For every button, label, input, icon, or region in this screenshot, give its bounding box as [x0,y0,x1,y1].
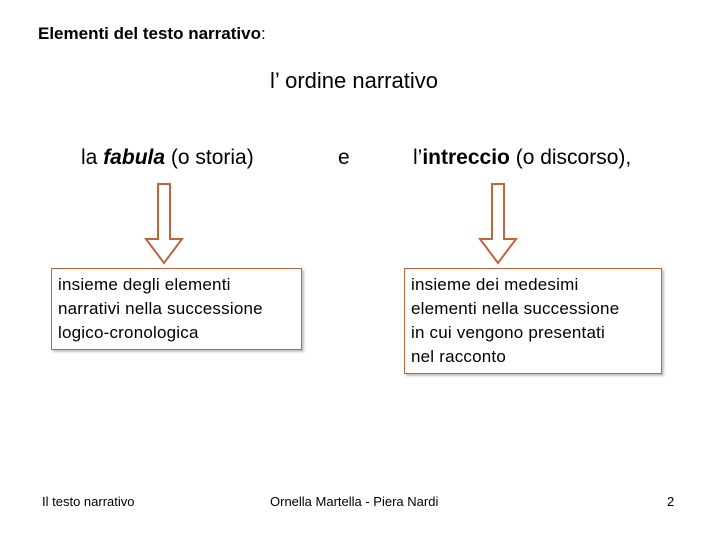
footer-title: Il testo narrativo [42,494,135,509]
intreccio-definition-box [404,268,662,374]
slide-header [38,24,266,44]
definition-line: narrativi nella successione [58,299,263,318]
definition-line: insieme degli elementi [58,275,231,294]
conjunction: e [338,146,350,169]
fabula-prefix: la [81,146,104,169]
slide-title-text: l’ ordine narrativo [270,68,438,93]
page-number: 2 [667,494,675,509]
fabula-emphasis: fabula [103,146,166,169]
slide-title [0,68,720,94]
fabula-term [81,146,254,170]
definition-line: insieme dei medesimi [411,275,579,294]
header-bold-text: Elementi del testo narrativo [38,24,261,43]
down-arrow-icon [144,183,184,265]
fabula-definition-box [51,268,302,350]
definition-line: elementi nella successione [411,299,620,318]
footer-authors: Ornella Martella - Piera Nardi [270,494,439,509]
definition-line: nel racconto [411,347,507,366]
intreccio-emphasis: intreccio [422,146,510,169]
header-suffix: : [260,24,266,43]
intreccio-prefix: l’ [413,146,423,169]
fabula-suffix: (o storia) [165,146,254,169]
down-arrow-icon [478,183,518,265]
intreccio-term [413,146,631,170]
definition-line: logico-cronologica [58,323,199,342]
definition-line: in cui vengono presentati [411,323,606,342]
intreccio-suffix: (o discorso), [509,146,632,169]
